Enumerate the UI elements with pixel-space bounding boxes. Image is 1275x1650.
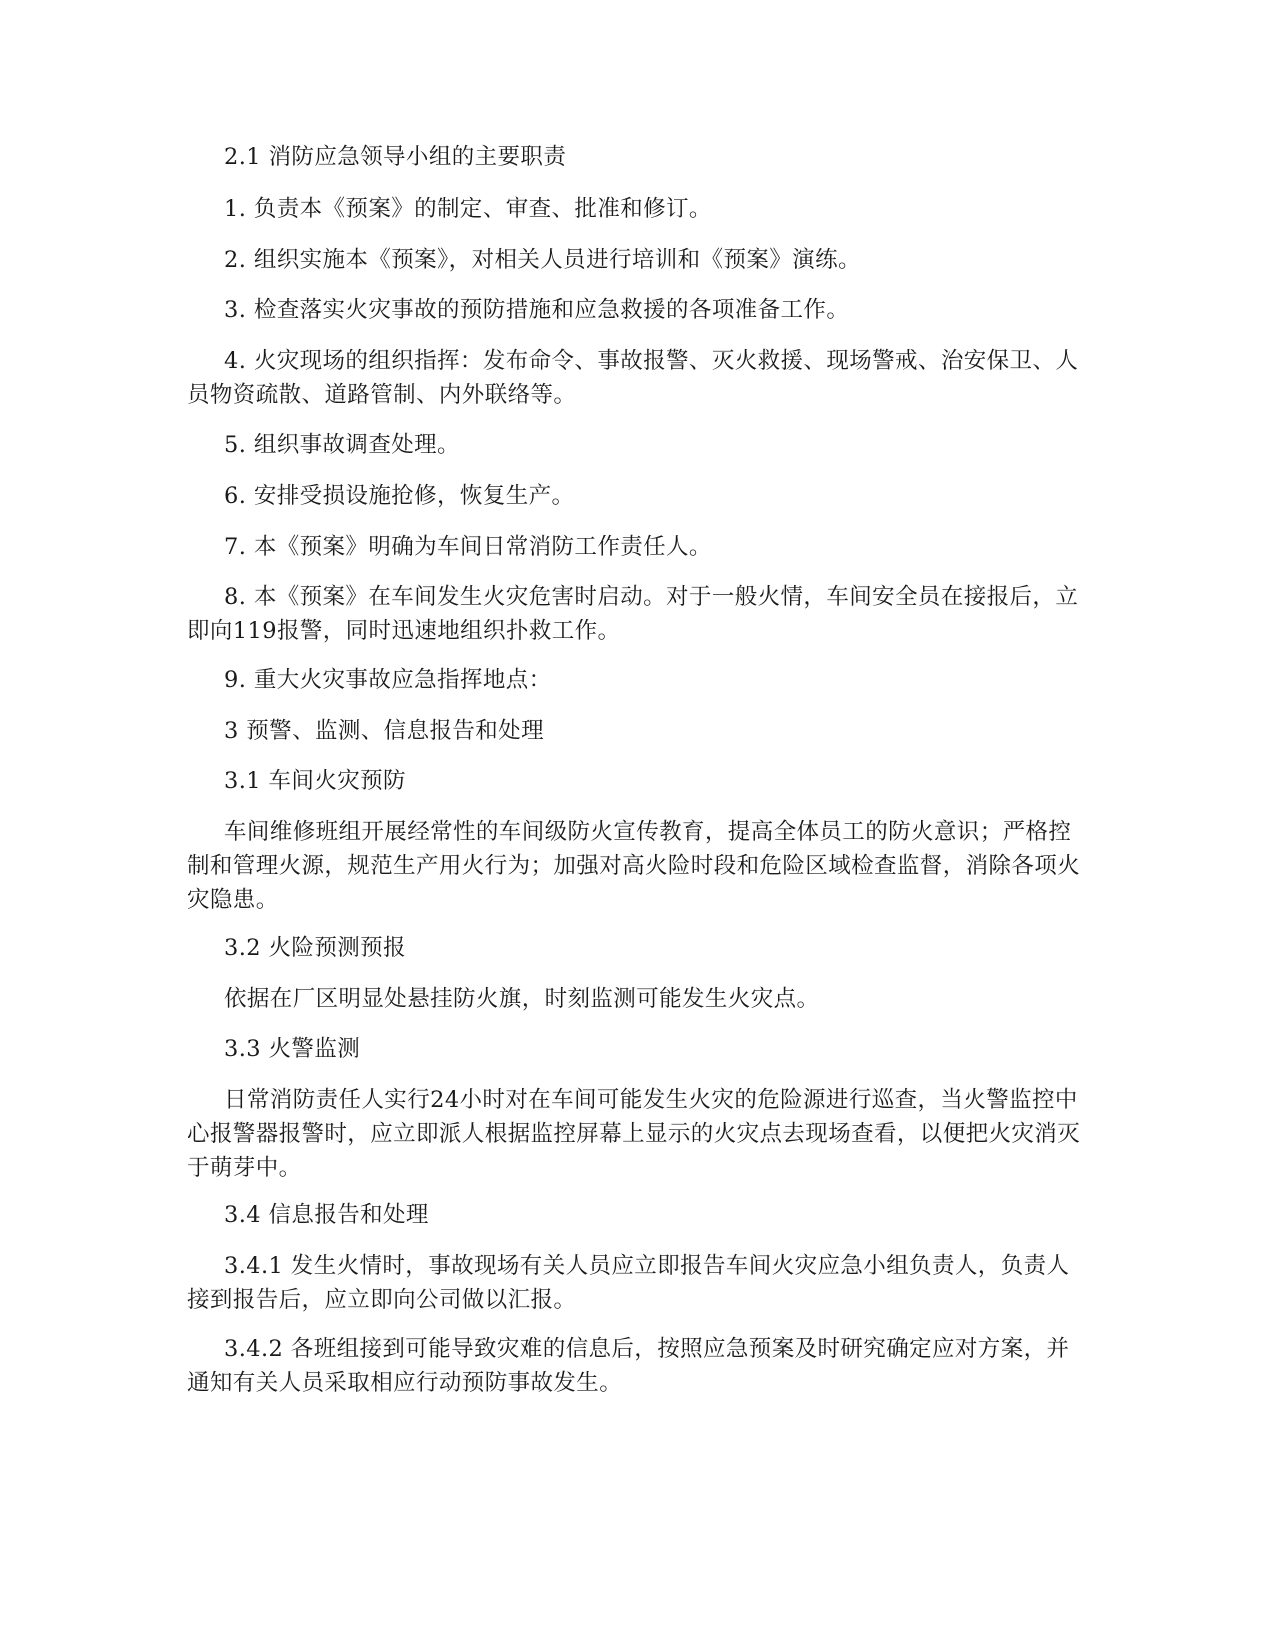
paragraph-3-4-1: 3.4.1 发生火情时，事故现场有关人员应立即报告车间火灾应急小组负责人，负责人接到报告后，应立即向公司做以汇报。 — [187, 1253, 1070, 1313]
list-item-5: 5. 组织事故调查处理。 — [224, 432, 460, 458]
list-item-3: 3. 检查落实火灾事故的预防措施和应急救援的各项准备工作。 — [224, 297, 850, 323]
paragraph-3-3-body: 日常消防责任人实行24小时对在车间可能发生火灾的危险源进行巡查，当火警监控中心报警器报警时，应立即派人根据监控屏幕上显示的火灾点去现场查看，以便把火灾消灭于萌芽中。 — [187, 1087, 1081, 1181]
list-item-6: 6. 安排受损设施抢修，恢复生产。 — [224, 483, 575, 509]
list-item-1: 1. 负责本《预案》的制定、审查、批准和修订。 — [224, 196, 712, 222]
section-heading-2-1: 2.1 消防应急领导小组的主要职责 — [224, 144, 567, 170]
paragraph-3-4-2: 3.4.2 各班组接到可能导致灾难的信息后，按照应急预案及时研究确定应对方案，并通知有关人员采取相应行动预防事故发生。 — [187, 1336, 1070, 1396]
list-item-7: 7. 本《预案》明确为车间日常消防工作责任人。 — [224, 534, 712, 560]
list-item-8: 8. 本《预案》在车间发生火灾危害时启动。对于一般火情，车间安全员在接报后，立即向119报警，同时迅速地组织扑救工作。 — [187, 584, 1079, 644]
section-heading-3-1: 3.1 车间火灾预防 — [224, 768, 406, 794]
paragraph-3-1-body: 车间维修班组开展经常性的车间级防火宣传教育，提高全体员工的防火意识；严格控制和管理火源，规范生产用火行为；加强对高火险时段和危险区域检查监督，消除各项火灾隐患。 — [187, 819, 1081, 913]
list-item-2: 2. 组织实施本《预案》，对相关人员进行培训和《预案》演练。 — [224, 247, 861, 273]
paragraph-3-2-body: 依据在厂区明显处悬挂防火旗，时刻监测可能发生火灾点。 — [224, 986, 820, 1012]
section-heading-3-2: 3.2 火险预测预报 — [224, 935, 406, 961]
section-heading-3-4: 3.4 信息报告和处理 — [224, 1202, 429, 1228]
section-heading-3: 3 预警、监测、信息报告和处理 — [224, 718, 544, 744]
list-item-4: 4. 火灾现场的组织指挥：发布命令、事故报警、灭火救援、现场警戒、治安保卫、人员物资疏散、道路管制、内外联络等。 — [187, 348, 1079, 408]
section-heading-3-3: 3.3 火警监测 — [224, 1036, 361, 1062]
list-item-9: 9. 重大火灾事故应急指挥地点： — [224, 667, 552, 693]
